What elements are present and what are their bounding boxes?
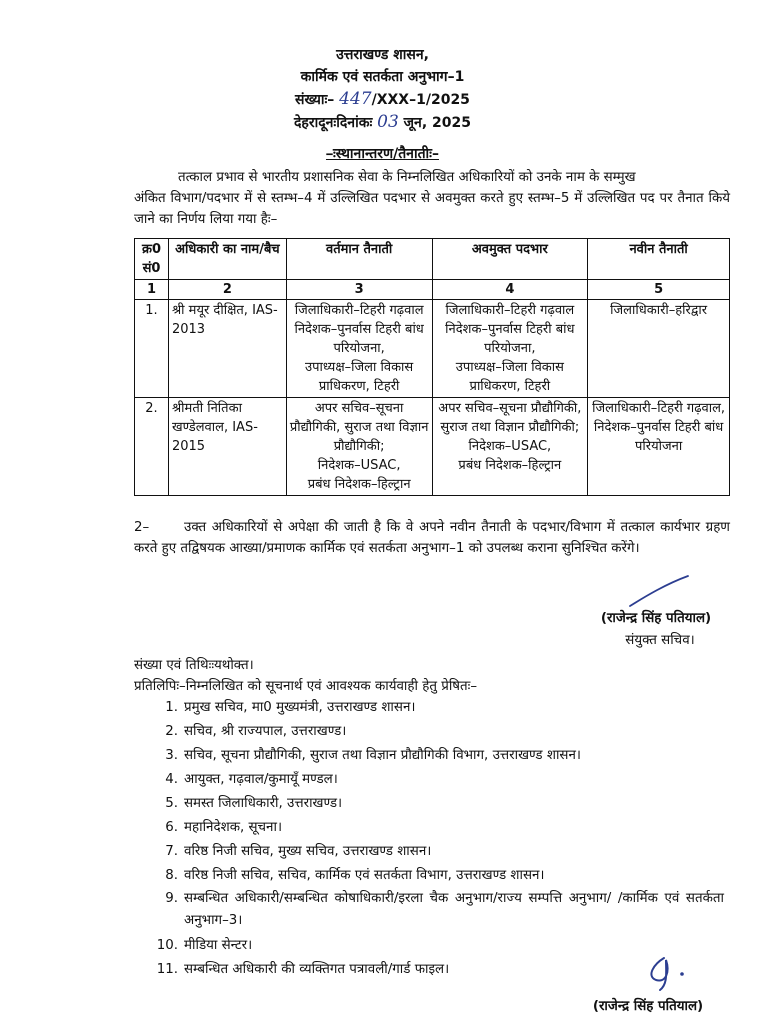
signatory-designation: संयुक्त सचिव। — [625, 633, 695, 648]
list-item-text: महानिदेशक, सूचना। — [184, 820, 283, 835]
posting-line: अपर सचिव–सूचना प्रौद्यौगिकी, सुराज तथा विज्ञान प्रौद्यौगिकी; — [438, 401, 582, 435]
table-column-number-row — [135, 280, 730, 300]
row-serial: 1. — [135, 300, 169, 398]
list-item — [150, 864, 730, 888]
copy-recipient-list — [150, 696, 730, 982]
list-item-number: 10. — [156, 938, 178, 953]
transfer-table — [134, 238, 730, 496]
posting-line: जिलाधिकारी–टिहरी गढ़वाल — [294, 303, 424, 318]
list-item — [150, 816, 730, 840]
list-item-text: आयुक्त, गढ़वाल/कुमायूँ मण्डल। — [184, 772, 338, 787]
posting-line: जिलाधिकारी–टिहरी गढ़वाल, — [592, 401, 726, 416]
list-item-number: 5. — [165, 796, 178, 811]
posting-line: उपाध्यक्ष–जिला विकास प्राधिकरण, टिहरी — [305, 360, 414, 394]
column-number: 2 — [168, 280, 286, 300]
posting-line: निदेशक–पुनर्वास टिहरी बांध परियोजना, — [445, 322, 575, 356]
header-relieved-charge: अवमुक्त पदभार — [432, 239, 588, 280]
initials-signature-icon — [636, 950, 696, 994]
list-item-text: सचिव, सूचना प्रौद्यौगिकी, सुराज तथा विज्ञान प्रौद्यौगिकी विभाग, उत्तराखण्ड शासन। — [184, 748, 581, 763]
list-item-number: 3. — [165, 748, 178, 763]
row-relieved-charge — [432, 398, 588, 496]
list-item-number: 11. — [156, 962, 178, 977]
government-name: उत्तराखण्ड शासन, — [336, 47, 429, 63]
copy-to-heading: प्रतिलिपिः–निम्नलिखित को सूचनार्थ एवं आवश्यक कार्यवाही हेतु प्रेषितः– — [134, 679, 478, 694]
list-item-number: 4. — [165, 772, 178, 787]
order-date-prefix: देहरादूनःदिनांकः — [293, 115, 373, 131]
posting-line: प्रबंध निदेशक–हिल्ट्रान — [307, 477, 411, 492]
department-name: कार्मिक एवं सतर्कता अनुभाग–1 — [300, 69, 465, 85]
table-row — [135, 300, 730, 398]
posting-line: निदेशक–USAC, — [468, 439, 552, 454]
list-item — [150, 720, 730, 744]
posting-line: प्रबंध निदेशक–हिल्ट्रान — [458, 458, 562, 473]
order-number-handwritten: 447 — [339, 89, 372, 109]
list-item-text: सम्बन्धित अधिकारी/सम्बन्धित कोषाधिकारी/इरला चैक अनुभाग/राज्य सम्पत्ति अनुभाग/ /कार्मिक एवं सतर्कता अनुभाग–3। — [184, 891, 724, 928]
letter-header — [0, 44, 765, 134]
posting-line: उपाध्यक्ष–जिला विकास प्राधिकरण, टिहरी — [455, 360, 564, 394]
list-item-text: सम्बन्धित अधिकारी की व्यक्तिगत पत्रावली/गार्ड फाइल। — [184, 962, 450, 977]
order-number-suffix: /XXX–1/2025 — [371, 92, 470, 108]
row-relieved-charge — [432, 300, 588, 398]
column-number: 4 — [432, 280, 588, 300]
list-item — [150, 768, 730, 792]
signature-stroke-icon — [626, 572, 692, 612]
column-number: 1 — [135, 280, 169, 300]
order-date — [0, 111, 765, 134]
header-officer: अधिकारी का नाम/बैच — [168, 239, 286, 280]
table-header-row — [135, 239, 730, 280]
list-item — [150, 792, 730, 816]
posting-line: निदेशक–पुनर्वास टिहरी बांध परियोजना, — [294, 322, 424, 356]
list-item-text: वरिष्ठ निजी सचिव, सचिव, कार्मिक एवं सतर्कता विभाग, उत्तराखण्ड शासन। — [184, 868, 545, 883]
row-new-posting — [588, 300, 730, 398]
list-item-number: 1. — [165, 700, 178, 715]
list-item — [150, 744, 730, 768]
list-item-number: 9. — [165, 891, 178, 906]
row-serial: 2. — [135, 398, 169, 496]
paragraph-1-text: तत्काल प्रभाव से भारतीय प्रशासनिक सेवा के निम्नलिखित अधिकारियों को उनके नाम के सम्मुख — [178, 170, 636, 185]
list-item-number: 2. — [165, 724, 178, 739]
column-number: 5 — [588, 280, 730, 300]
list-item-number: 8. — [165, 868, 178, 883]
column-number: 3 — [286, 280, 432, 300]
header-serial: क्र0 सं0 — [135, 239, 169, 280]
paragraph-1-rest: अंकित विभाग/पदभार में से स्तम्भ–4 में उल्लिखित पदभार से अवमुक्त करते हुए स्तम्भ–5 में उल्लिखित पद पर तैनात किये जाने का निर्णय लिया गया हैः– — [134, 191, 730, 227]
row-new-posting — [588, 398, 730, 496]
header-current-posting: वर्तमान तैनाती — [286, 239, 432, 280]
row-current-posting — [286, 300, 432, 398]
paragraph-1-line-1 — [134, 167, 730, 188]
order-date-suffix: जून, 2025 — [403, 115, 471, 131]
list-item-text: समस्त जिलाधिकारी, उत्तराखण्ड। — [184, 796, 343, 811]
posting-line: जिलाधिकारी–टिहरी गढ़वाल — [445, 303, 575, 318]
order-subject: –ःस्थानान्तरण/तैनातीः– — [325, 146, 440, 162]
list-item — [150, 840, 730, 864]
header-new-posting: नवीन तैनाती — [588, 239, 730, 280]
signatory-name: (राजेन्द्र सिंह पतियाल) — [592, 999, 704, 1014]
list-item-text: वरिष्ठ निजी सचिव, मुख्य सचिव, उत्तराखण्ड शासन। — [184, 844, 432, 859]
order-number-prefix: संख्याः– — [295, 92, 335, 108]
list-item — [150, 696, 730, 720]
paragraph-2 — [134, 517, 730, 559]
row-officer: श्रीमती नितिका खण्डेलवाल, IAS-2015 — [168, 398, 286, 496]
list-item-number: 7. — [165, 844, 178, 859]
posting-line: निदेशक–पुनर्वास टिहरी बांध परियोजना — [593, 420, 724, 454]
posting-line: अपर सचिव–सूचना प्रौद्यौगिकी, सुराज तथा विज्ञान प्रौद्यौगिकी; — [289, 401, 429, 454]
posting-line: निदेशक–USAC, — [317, 458, 401, 473]
list-item-text: प्रमुख सचिव, मा0 मुख्यमंत्री, उत्तराखण्ड शासन। — [184, 700, 416, 715]
posting-line: जिलाधिकारी–हरिद्वार — [610, 303, 708, 318]
paragraph-2-text: उक्त अधिकारियों से अपेक्षा की जाती है कि वे अपने नवीन तैनाती के पदभार/विभाग में तत्काल कार्यभार ग्रहण करते हुए तद्विषयक आख्या/प्रमाणक कार्मिक एवं सतर्कता अनुभाग–1 को उपलब्ध कराना सुनिश्चित करेंगे। — [134, 520, 730, 556]
row-officer: श्री मयूर दीक्षित, IAS-2013 — [168, 300, 286, 398]
list-item-number: 6. — [165, 820, 178, 835]
paragraph-2-number: 2– — [134, 520, 150, 535]
list-item-text: मीडिया सेन्टर। — [184, 938, 253, 953]
order-number — [0, 88, 765, 111]
signatory-name: (राजेन्द्र सिंह पतियाल) — [600, 611, 712, 626]
table-row — [135, 398, 730, 496]
list-item — [150, 888, 730, 934]
list-item-text: सचिव, श्री राज्यपाल, उत्तराखण्ड। — [184, 724, 347, 739]
reference-number-date: संख्या एवं तिथिःःयथोक्त। — [134, 658, 254, 673]
row-current-posting — [286, 398, 432, 496]
order-date-handwritten: 03 — [377, 112, 399, 132]
